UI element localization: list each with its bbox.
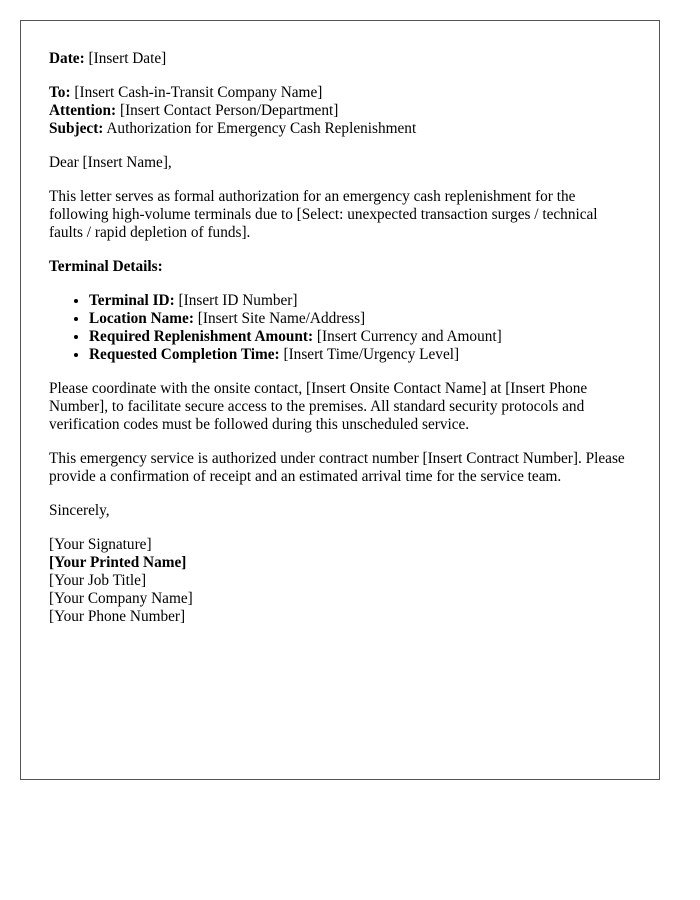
recipient-block bbox=[49, 84, 631, 138]
letter-page bbox=[20, 20, 660, 780]
date-value: [Insert Date] bbox=[88, 50, 167, 67]
company-name: [Your Company Name] bbox=[49, 590, 193, 607]
subject-value: Authorization for Emergency Cash Replenishment bbox=[106, 120, 417, 137]
signature-line: [Your Signature] bbox=[49, 536, 152, 553]
job-title: [Your Job Title] bbox=[49, 572, 147, 589]
body-paragraph-1: This letter serves as formal authorization for an emergency cash replenishment for the following high-volume terminals due to [Select: unexpected transaction surges / technical faults / rapid depletion of funds]. bbox=[49, 188, 598, 241]
detail-label: Location Name: bbox=[89, 310, 194, 327]
closing: Sincerely, bbox=[49, 502, 110, 519]
detail-value: [Insert Site Name/Address] bbox=[197, 310, 366, 327]
to-line bbox=[49, 84, 631, 102]
date-line bbox=[49, 50, 631, 68]
detail-label: Requested Completion Time: bbox=[89, 346, 280, 363]
phone-number: [Your Phone Number] bbox=[49, 608, 186, 625]
detail-label: Terminal ID: bbox=[89, 292, 175, 309]
printed-name: [Your Printed Name] bbox=[49, 554, 187, 571]
attention-label: Attention: bbox=[49, 102, 117, 119]
terminal-details-list bbox=[49, 292, 631, 364]
subject-label: Subject: bbox=[49, 120, 104, 137]
detail-value: [Insert Time/Urgency Level] bbox=[283, 346, 460, 363]
detail-label: Required Replenishment Amount: bbox=[89, 328, 314, 345]
list-item bbox=[89, 328, 631, 346]
terminal-details-heading: Terminal Details: bbox=[49, 258, 163, 275]
attention-value: [Insert Contact Person/Department] bbox=[119, 102, 339, 119]
body-paragraph-2: Please coordinate with the onsite contact, [Insert Onsite Contact Name] at [Insert Phone Number], to facilitate secure access to the premises. All standard security protocols and verification codes must be followed during this unscheduled service. bbox=[49, 380, 588, 433]
body-paragraph-3: This emergency service is authorized under contract number [Insert Contract Number]. Please provide a confirmation of receipt and an estimated arrival time for the service team. bbox=[49, 450, 625, 485]
subject-line bbox=[49, 120, 631, 138]
salutation: Dear [Insert Name], bbox=[49, 154, 172, 171]
date-label: Date: bbox=[49, 50, 85, 67]
list-item bbox=[89, 310, 631, 328]
to-value: [Insert Cash-in-Transit Company Name] bbox=[74, 84, 323, 101]
list-item bbox=[89, 346, 631, 364]
signature-block bbox=[49, 536, 631, 626]
to-label: To: bbox=[49, 84, 71, 101]
detail-value: [Insert ID Number] bbox=[178, 292, 298, 309]
list-item bbox=[89, 292, 631, 310]
detail-value: [Insert Currency and Amount] bbox=[316, 328, 502, 345]
attention-line bbox=[49, 102, 631, 120]
